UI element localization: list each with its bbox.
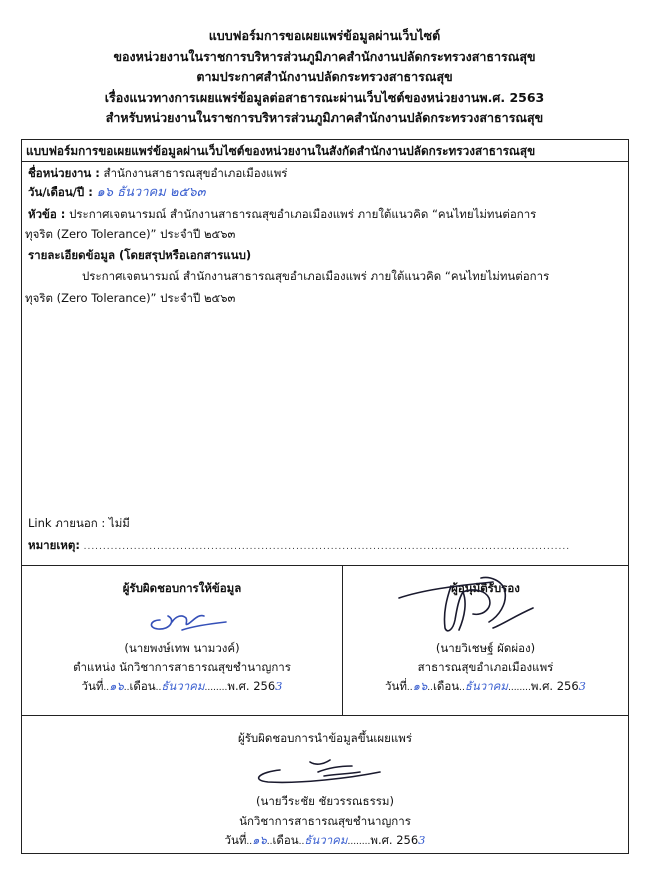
approver-name: (นายวิเชษฐ์ ผัดผ่อง) bbox=[435, 641, 536, 655]
provider-heading: ผู้รับผิดชอบการให้ข้อมูล bbox=[122, 581, 242, 595]
agency-row bbox=[28, 164, 287, 182]
details-line-1: ประกาศเจตนารมณ์ สำนักงานสาธารณสุขอำเภอเมืองแพร่ ภายใต้แนวคิด “คนไทยไม่ทนต่อการ bbox=[82, 269, 550, 283]
note-row bbox=[28, 536, 570, 556]
provider-year-prefix: พ.ศ. 256 bbox=[227, 679, 276, 693]
link-value: ไม่มี bbox=[108, 516, 130, 530]
publisher-date: วันที่..๑๖..เดือน..ธันวาคม........พ.ศ. 2563 bbox=[224, 833, 426, 847]
note-dotted-line: .............................................................................................................................. bbox=[83, 542, 571, 552]
provider-year-handwritten: 3 bbox=[275, 679, 283, 693]
header-line-5: สำหรับหน่วยงานในราชการบริหารส่วนภูมิภาคสำนักงานปลัดกระทรวงสาธารณสุข bbox=[105, 110, 544, 125]
topic-line-1: ประกาศเจตนารมณ์ สำนักงานสาธารณสุขอำเภอเมืองแพร่ ภายใต้แนวคิด “คนไทยไม่ทนต่อการ bbox=[69, 207, 537, 221]
approver-signature-box bbox=[343, 565, 628, 715]
header-line-1: แบบฟอร์มการขอเผยแพร่ข้อมูลผ่านเว็บไซต์ bbox=[208, 28, 441, 43]
note-label: หมายเหตุ: bbox=[28, 538, 80, 552]
publisher-date-prefix: วันที่ bbox=[224, 833, 247, 847]
approver-signature bbox=[393, 568, 543, 640]
publisher-name: (นายวีระชัย ชัยวรรณธรรม) bbox=[255, 794, 395, 808]
topic-line-2: ทุจริต (Zero Tolerance)” ประจำปี ๒๕๖๓ bbox=[25, 227, 236, 241]
header-line-4: เรื่องแนวทางการเผยแพร่ข้อมูลต่อสาธารณะผ่านเว็บไซต์ของหน่วยงานพ.ศ. 2563 bbox=[104, 89, 545, 105]
document-header bbox=[0, 26, 649, 129]
details-line-2: ทุจริต (Zero Tolerance)” ประจำปี ๒๕๖๓ bbox=[25, 291, 236, 305]
provider-date: วันที่..๑๖..เดือน..ธันวาคม........พ.ศ. 2563 bbox=[81, 679, 283, 693]
publisher-signature-box bbox=[22, 715, 628, 853]
publisher-heading: ผู้รับผิดชอบการนำข้อมูลขึ้นเผยแพร่ bbox=[237, 731, 413, 745]
approver-year-prefix: พ.ศ. 256 bbox=[530, 679, 579, 693]
header-line-2: ของหน่วยงานในราชการบริหารส่วนภูมิภาคสำนักงานปลัดกระทรวงสาธารณสุข bbox=[113, 48, 536, 64]
provider-month: ธันวาคม bbox=[161, 679, 205, 693]
header-line-3: ตามประกาศสำนักงานปลัดกระทรวงสาธารณสุข bbox=[196, 69, 453, 84]
approver-month-prefix: เดือน bbox=[432, 679, 460, 693]
provider-name: (นายพงษ์เทพ นามวงค์) bbox=[124, 641, 240, 655]
provider-day: ๑๖ bbox=[109, 679, 124, 693]
date-label: วัน/เดือน/ปี : bbox=[28, 185, 93, 199]
details-label: รายละเอียดข้อมูล (โดยสรุปหรือเอกสารแนบ) bbox=[28, 248, 252, 262]
provider-date-prefix: วันที่ bbox=[81, 679, 104, 693]
provider-signature bbox=[142, 602, 232, 634]
approver-month: ธันวาคม bbox=[464, 679, 508, 693]
agency-value: สำนักงานสาธารณสุขอำเภอเมืองแพร่ bbox=[103, 166, 288, 180]
approver-date-prefix: วันที่ bbox=[385, 679, 407, 693]
date-row bbox=[28, 183, 205, 202]
provider-position: ตำแหน่ง นักวิชาการสาธารณสุขชำนาญการ bbox=[73, 660, 291, 674]
approver-year-handwritten: 3 bbox=[578, 679, 586, 693]
topic-row bbox=[28, 205, 536, 223]
provider-month-prefix: เดือน bbox=[129, 679, 156, 693]
approver-position: สาธารณสุขอำเภอเมืองแพร่ bbox=[417, 660, 554, 674]
signature-area bbox=[22, 565, 628, 854]
publisher-day: ๑๖ bbox=[252, 833, 267, 847]
link-row bbox=[28, 514, 130, 532]
approver-day: ๑๖ bbox=[412, 679, 428, 693]
publisher-position: นักวิชาการสาธารณสุขชำนาญการ bbox=[239, 814, 411, 828]
topic-label: หัวข้อ : bbox=[28, 207, 66, 221]
publisher-month: ธันวาคม bbox=[304, 833, 348, 847]
agency-label: ชื่อหน่วยงาน : bbox=[28, 166, 100, 180]
publication-form bbox=[21, 139, 629, 854]
approver-heading: ผู้อนุมัติรับรอง bbox=[451, 581, 520, 595]
publisher-year-handwritten: 3 bbox=[418, 833, 426, 847]
link-label: Link ภายนอก : bbox=[28, 516, 106, 530]
approver-date: วันที่..๑๖..เดือน..ธันวาคม........พ.ศ. 2563 bbox=[385, 679, 586, 693]
form-title: แบบฟอร์มการขอเผยแพร่ข้อมูลผ่านเว็บไซต์ของหน่วยงานในสังกัดสำนักงานปลัดกระทรวงสาธารณสุข bbox=[22, 140, 628, 162]
date-value: ๑๖ ธันวาคม ๒๕๖๓ bbox=[96, 185, 206, 200]
provider-signature-box bbox=[22, 565, 343, 715]
publisher-year-prefix: พ.ศ. 256 bbox=[370, 833, 419, 847]
publisher-month-prefix: เดือน bbox=[272, 833, 299, 847]
publisher-signature bbox=[240, 754, 390, 790]
